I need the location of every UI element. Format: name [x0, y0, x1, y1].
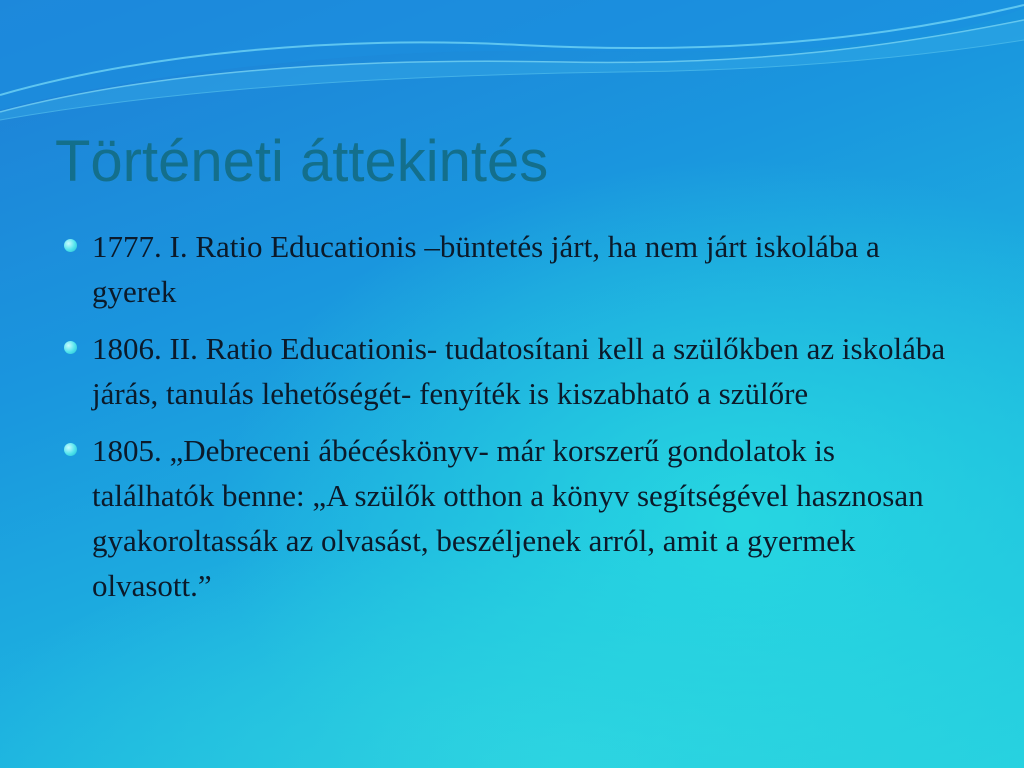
bullet-dot-icon [64, 443, 77, 456]
bullet-dot-icon [64, 239, 77, 252]
bullet-text: 1805. „Debreceni ábécéskönyv- már korszerű gondolatok is találhatók benne: „A szülők otthon a könyv segítségével hasznosan gyakoroltassák az olvasást, beszéljenek arról, amit a gyermek olvasott.” [92, 433, 924, 603]
list-item [62, 428, 962, 608]
bullet-text: 1806. II. Ratio Educationis- tudatosítani kell a szülőkben az iskolába járás, tanulás lehetőségét- fenyíték is kiszabható a szülőre [92, 331, 946, 411]
slide-title: Történeti áttekintés [55, 129, 549, 194]
decorative-waves [0, 0, 1024, 140]
bullet-list [62, 224, 962, 620]
list-item [62, 326, 962, 416]
list-item [62, 224, 962, 314]
bullet-dot-icon [64, 341, 77, 354]
bullet-text: 1777. I. Ratio Educationis –büntetés járt, ha nem járt iskolába a gyerek [92, 229, 880, 309]
